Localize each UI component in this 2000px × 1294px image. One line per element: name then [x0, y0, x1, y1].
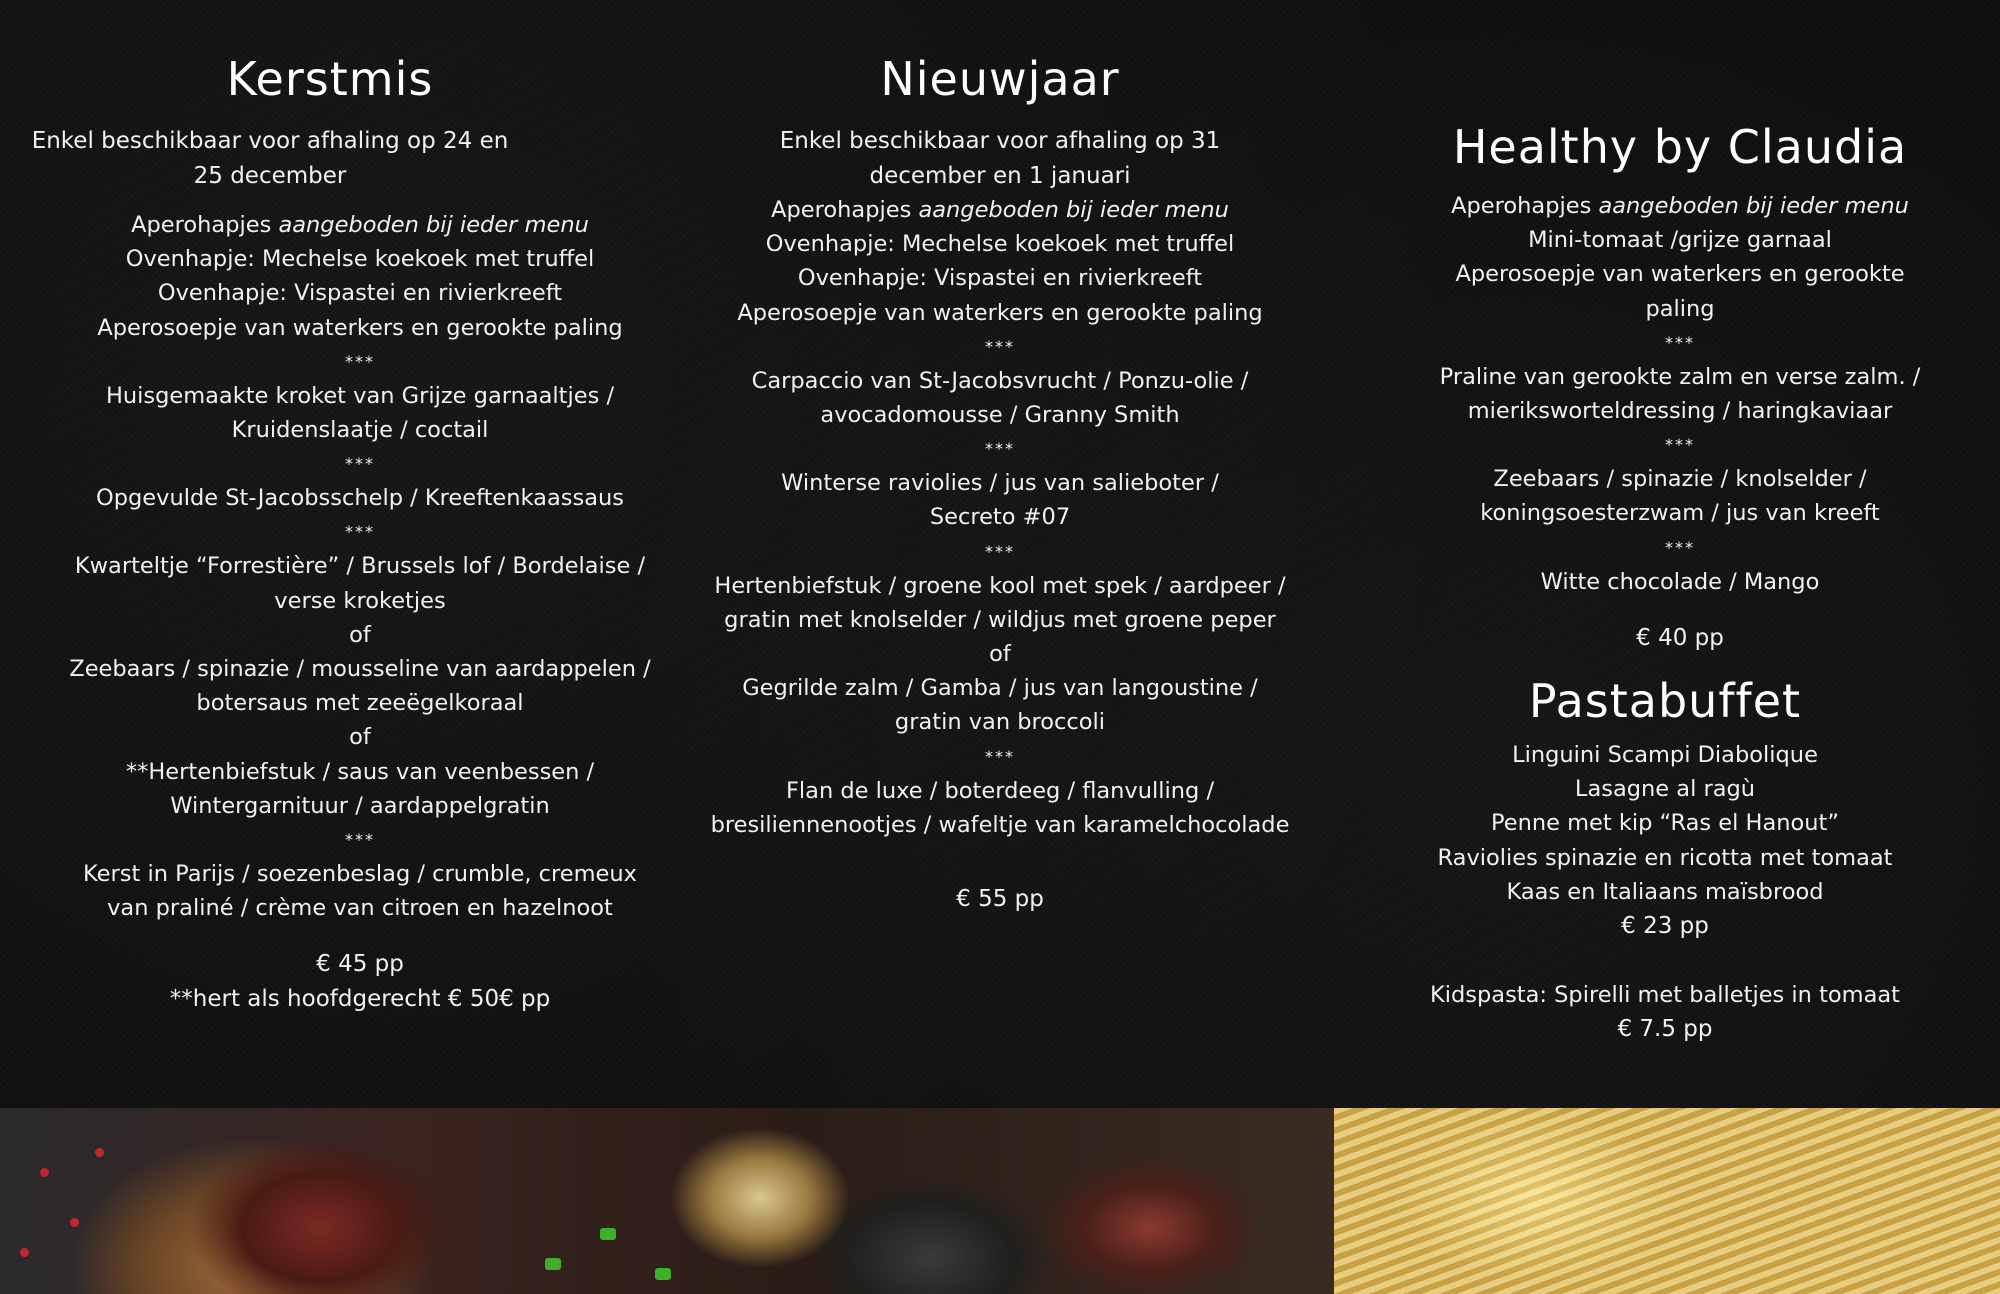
menu-line: botersaus met zeeëgelkoraal	[196, 690, 524, 717]
kerstmis-subtitle-2: 25 december	[193, 162, 347, 189]
kidspasta-price: € 7.5 pp	[1617, 1016, 1713, 1043]
nieuwjaar-subtitle-1: Enkel beschikbaar voor afhaling op 31	[779, 128, 1221, 154]
kerstmis-title: Kerstmis	[226, 52, 434, 106]
menu-line: gratin van broccoli	[894, 709, 1106, 736]
menu-line: **Hertenbiefstuk / saus van veenbessen /	[125, 758, 595, 785]
separator: ***	[985, 439, 1015, 459]
nieuwjaar-price: € 55 pp	[956, 886, 1044, 913]
menu-line: Praline van gerookte zalm en verse zalm. /	[1439, 363, 1921, 390]
healthy-aperitif: Aperohapjes aangeboden bij ieder menu	[1451, 193, 1909, 219]
healthy-aperitif-note: aangeboden bij ieder menu	[1598, 193, 1909, 219]
pastabuffet-title: Pastabuffet	[1528, 674, 1802, 728]
kerstmis-price: € 45 pp	[316, 951, 404, 978]
kerstmis-aperitif: Aperohapjes aangeboden bij ieder menu	[131, 212, 589, 238]
menu-line: koningsoesterzwam / jus van kreeft	[1480, 500, 1880, 527]
menu-line: Zeebaars / spinazie / mousseline van aardappelen /	[69, 656, 651, 683]
menu-line: Lasagne al ragù	[1574, 776, 1756, 803]
menu-line: Gegrilde zalm / Gamba / jus van langoustine /	[742, 675, 1258, 702]
menu-line: Kaas en Italiaans maïsbrood	[1506, 878, 1824, 905]
menu-line: Carpaccio van St-Jacobsvrucht / Ponzu-olie /	[751, 367, 1249, 394]
menu-line: Witte chocolade / Mango	[1540, 568, 1820, 595]
menu-line: Secreto #07	[929, 504, 1071, 531]
menu-line-or: of	[349, 724, 371, 751]
kidspasta-line: Kidspasta: Spirelli met balletjes in tomaat	[1430, 982, 1900, 1009]
menu-line: Ovenhapje: Mechelse koekoek met truffel	[125, 246, 595, 273]
menu-line: verse kroketjes	[274, 587, 446, 614]
menu-line: Ovenhapje: Mechelse koekoek met truffel	[765, 231, 1235, 258]
menu-line-or: of	[989, 641, 1011, 668]
menu-line: Kwarteltje “Forrestière” / Brussels lof / Bordelaise /	[74, 553, 646, 580]
food-photo-strip	[0, 1108, 2000, 1294]
menu-line: Aperosoepje van waterkers en gerookte paling	[97, 314, 623, 341]
separator: ***	[1665, 435, 1695, 455]
menu-line: gratin met knolselder / wildjus met groene peper	[724, 606, 1276, 633]
healthy-title: Healthy by Claudia	[1452, 120, 1908, 174]
menu-line: Opgevulde St-Jacobsschelp / Kreeftenkaassaus	[96, 485, 624, 512]
menu-line: mieriksworteldressing / haringkaviaar	[1467, 398, 1893, 425]
menu-line-or: of	[349, 621, 371, 648]
menu-line: Hertenbiefstuk / groene kool met spek / aardpeer /	[714, 572, 1286, 599]
separator: ***	[345, 830, 375, 850]
menu-line: Linguini Scampi Diabolique	[1512, 742, 1818, 768]
menu-line: Kruidenslaatje / coctail	[231, 417, 489, 444]
menu-line: paling	[1645, 295, 1715, 322]
menu-line: Aperosoepje van waterkers en gerookte	[1455, 261, 1905, 288]
separator: ***	[985, 746, 1015, 766]
separator: ***	[345, 454, 375, 474]
menu-line: Kerst in Parijs / soezenbeslag / crumble, cremeux	[83, 861, 637, 888]
nieuwjaar-subtitle-2: december en 1 januari	[869, 162, 1131, 189]
healthy-price: € 40 pp	[1636, 624, 1724, 651]
menu-line: Huisgemaakte kroket van Grijze garnaaltjes /	[105, 382, 615, 409]
separator: ***	[985, 336, 1015, 356]
menu-line: bresiliennenootjes / wafeltje van karamelchocolade	[710, 811, 1290, 838]
separator: ***	[345, 351, 375, 371]
pasta-photo	[1334, 1108, 2000, 1294]
menu-line: Zeebaars / spinazie / knolselder /	[1493, 466, 1867, 493]
menu-line: avocadomousse / Granny Smith	[820, 402, 1180, 429]
nieuwjaar-aperitif-note: aangeboden bij ieder menu	[918, 197, 1229, 223]
menu-line: Ovenhapje: Vispastei en rivierkreeft	[797, 265, 1203, 292]
menu-line: Flan de luxe / boterdeeg / flanvulling /	[785, 777, 1215, 804]
kerstmis-aperitif-note: aangeboden bij ieder menu	[278, 212, 589, 238]
kerstmis-price-note: **hert als hoofdgerecht € 50€ pp	[169, 986, 551, 1013]
separator: ***	[1665, 332, 1695, 352]
nieuwjaar-title: Nieuwjaar	[880, 52, 1120, 106]
separator: ***	[345, 522, 375, 542]
menu-line: Winterse raviolies / jus van salieboter /	[781, 470, 1219, 497]
menu-line: Penne met kip “Ras el Hanout”	[1490, 810, 1840, 837]
separator: ***	[1665, 537, 1695, 557]
separator: ***	[985, 541, 1015, 561]
kerstmis-subtitle-1: Enkel beschikbaar voor afhaling op 24 en	[31, 128, 509, 154]
menu-line: Aperosoepje van waterkers en gerookte paling	[737, 299, 1263, 326]
nieuwjaar-aperitif: Aperohapjes aangeboden bij ieder menu	[771, 197, 1229, 223]
menu-line: Raviolies spinazie en ricotta met tomaat	[1437, 844, 1893, 871]
pastabuffet-price: € 23 pp	[1621, 913, 1709, 940]
menu-line: Mini-tomaat /grijze garnaal	[1528, 227, 1832, 254]
menu-line: Ovenhapje: Vispastei en rivierkreeft	[157, 280, 563, 307]
menu-line: Wintergarnituur / aardappelgratin	[170, 792, 550, 819]
menu-line: van praliné / crème van citroen en hazelnoot	[107, 895, 613, 922]
steak-photo	[0, 1108, 1334, 1294]
